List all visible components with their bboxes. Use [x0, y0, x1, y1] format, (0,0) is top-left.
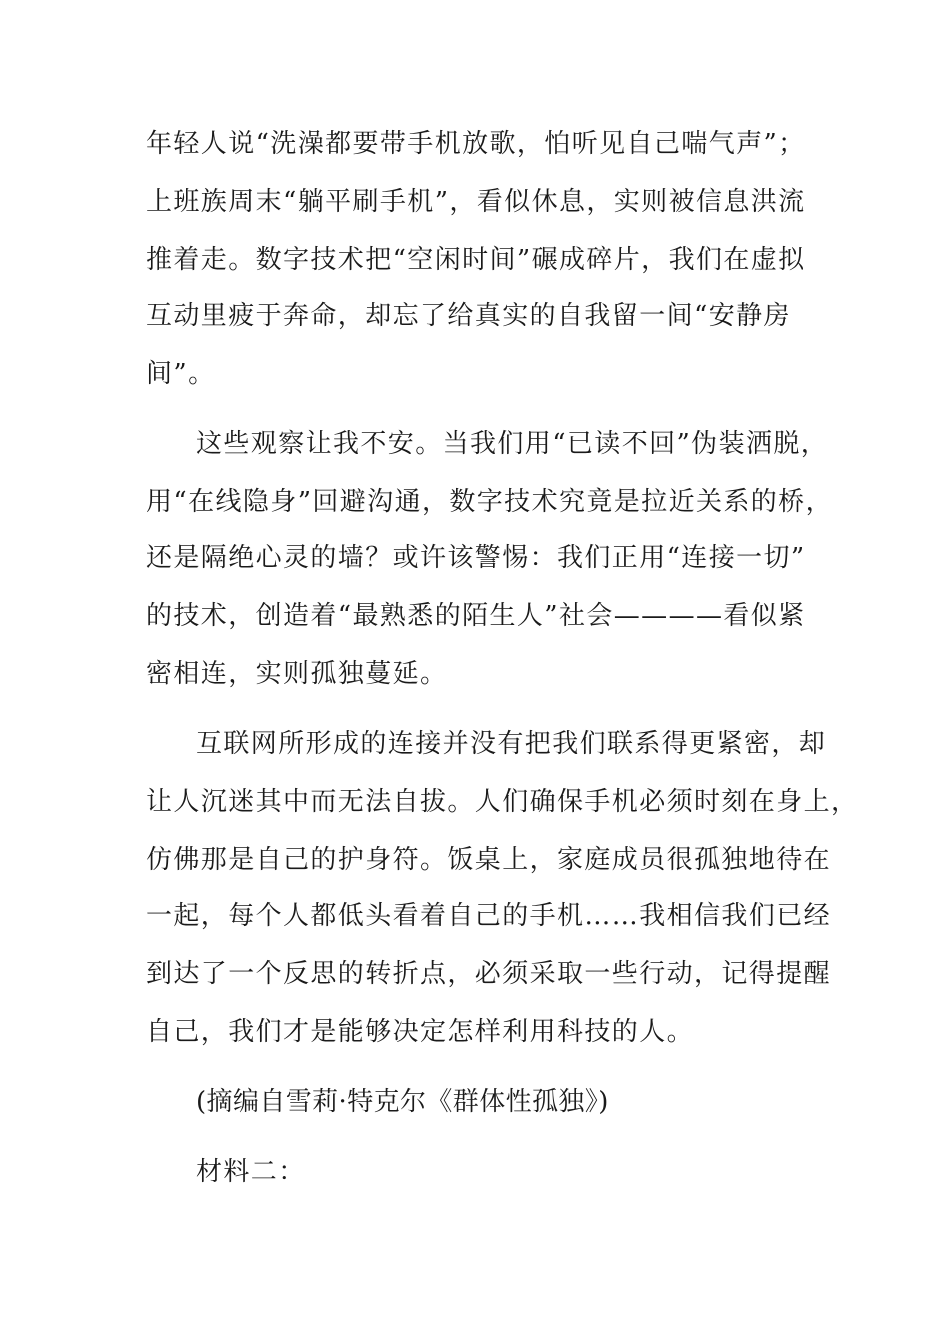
- paragraph-line: 还是隔绝心灵的墙？或许该警惕：我们正用“连接一切”: [146, 543, 806, 573]
- source-citation: (摘编自雪莉·特克尔《群体性孤独》): [196, 1087, 609, 1117]
- paragraph-line: 上班族周末“躺平刷手机”，看似休息，实则被信息洪流: [146, 187, 806, 217]
- paragraph-line: 自己，我们才是能够决定怎样利用科技的人。: [146, 1017, 695, 1047]
- paragraph-line: 这些观察让我不安。当我们用“已读不回”伪装洒脱，: [196, 429, 829, 459]
- paragraph-line: 到达了一个反思的转折点，必须采取一些行动，记得提醒: [146, 959, 832, 989]
- paragraph-line: 让人沉迷其中而无法自拔。人们确保手机必须时刻在身上，: [146, 787, 859, 817]
- material-heading: 材料二：: [196, 1157, 306, 1187]
- paragraph-line: 的技术，创造着“最熟悉的陌生人”社会————看似紧: [146, 601, 806, 631]
- paragraph-line: 互动里疲于奔命，却忘了给真实的自我留一间“安静房: [146, 301, 791, 331]
- paragraph-line: 一起，每个人都低头看着自己的手机……我相信我们已经: [146, 901, 832, 931]
- paragraph-line: 仿佛那是自己的护身符。饭桌上，家庭成员很孤独地待在: [146, 845, 832, 875]
- paragraph-line: 年轻人说“洗澡都要带手机放歌，怕听见自己喘气声”；: [146, 129, 806, 159]
- paragraph-line: 间”。: [146, 359, 216, 389]
- paragraph-line: 密相连，实则孤独蔓延。: [146, 659, 448, 689]
- paragraph-line: 用“在线隐身”回避沟通，数字技术究竟是拉近关系的桥，: [146, 487, 833, 517]
- paragraph-line: 推着走。数字技术把“空闲时间”碾成碎片，我们在虚拟: [146, 245, 806, 275]
- paragraph-line: 互联网所形成的连接并没有把我们联系得更紧密，却: [196, 729, 827, 759]
